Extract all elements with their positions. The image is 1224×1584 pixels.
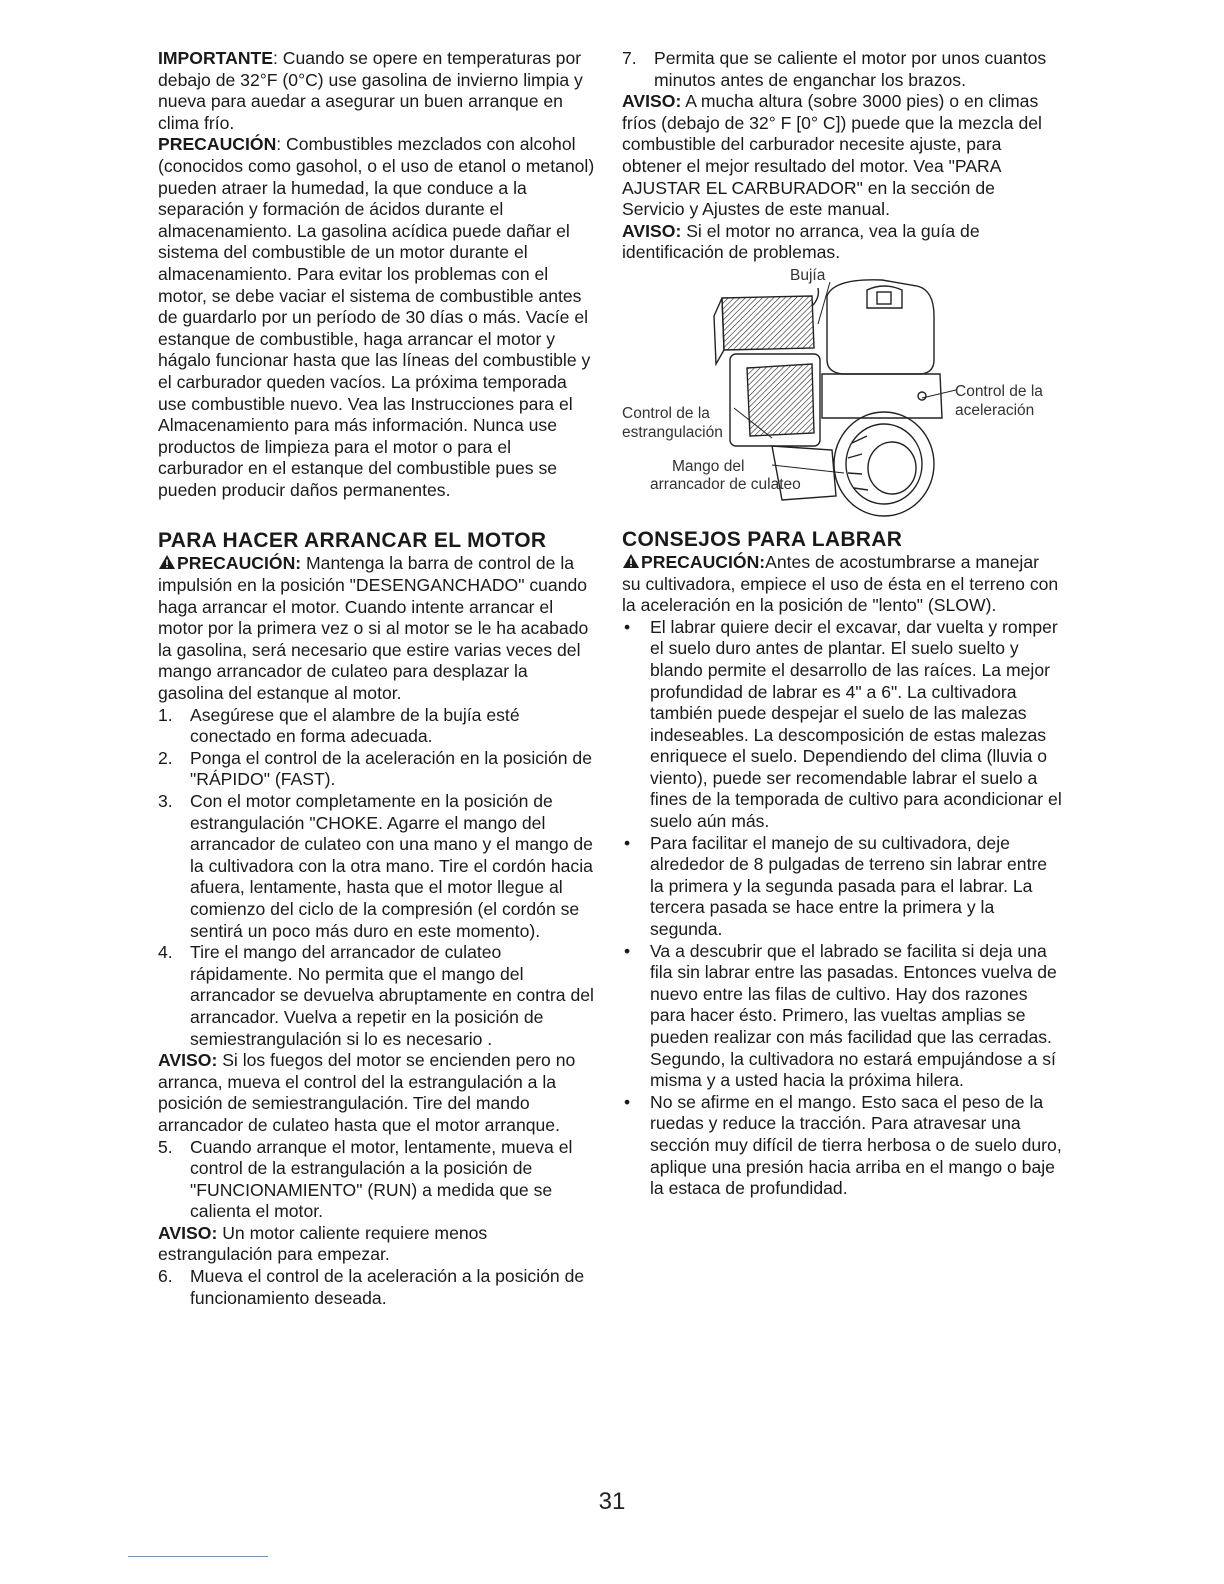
- step-text: Ponga el control de la aceleración en la posición de "RÁPIDO" (FAST).: [190, 747, 592, 790]
- aviso-text: Si el motor no arranca, vea la guía de identificación de problemas.: [622, 220, 980, 263]
- step-number: 6.: [158, 1266, 173, 1287]
- list-item: [622, 833, 1062, 941]
- bullet-text: Para facilitar el manejo de su cultivadora, deje alrededor de 8 pulgadas de terreno sin labrar entre la primera y la segunda pasada para el labrar. La tercera pasada se hace entre la primera y la segunda.: [650, 832, 1048, 940]
- aviso-text: Un motor caliente requiere menos estrangulación para empezar.: [158, 1222, 488, 1265]
- list-item: [158, 1266, 596, 1309]
- left-column: [158, 48, 596, 1309]
- list-item: [622, 941, 1062, 1092]
- list-item: [158, 1137, 596, 1223]
- bullet-text: El labrar quiere decir el excavar, dar vuelta y romper el suelo duro antes de plantar. El suelo suelto y blando permite el desarrollo de las raíces. La mejor profundidad de labrar es 4" a 6". La cultivadora también puede despejar el suelo de las malezas indeseables. La descomposición de estas malezas enriquece el suelo. Dependiendo del clima (lluvia o viento), puede ser recomendable labrar el suelo a fines de la temporada de cultivo para acondicionar el suelo aún más.: [650, 616, 1062, 832]
- warning-icon: [622, 553, 640, 569]
- importante-paragraph: [158, 48, 596, 134]
- caution-paragraph: [158, 553, 596, 704]
- step-number: 2.: [158, 747, 173, 768]
- caution-label: PRECAUCIÓN:: [641, 551, 766, 572]
- aviso-label: AVISO:: [158, 1050, 218, 1071]
- precaucion-text: : Combustibles mezclados con alcohol (conocidos como gasohol, o el uso de etanol o metanol) pueden atraer la humedad, la que conduce a la separación y formación de ácidos durante el almacenamiento. La gasolina acídica puede dañar el sistema del combustible de un motor durante el almacenamiento. Para evitar los problemas con el motor, se debe vaciar el sistema de combustible antes de guardarlo por un período de 30 días o más. Vacíe el estanque de combustible, haga arrancar el motor y hágalo funcionar hasta que las líneas del combustible y el carburador queden vacíos. La próxima temporada use combustible nuevo. Vea las Instrucciones para el Almacenamiento para más información. Nunca use productos de limpieza para el motor o para el carburador en el estanque del combustible pues se pueden producir daños permanentes.: [158, 134, 595, 500]
- bullet-dot: •: [624, 940, 631, 961]
- footer-rule: [128, 1556, 268, 1557]
- caution-text: Mantenga la barra de control de la impulsión en la posición "DESENGANCHADO" cuando haga arrancar el motor. Cuando intente arrancar el motor por la primera vez o si al motor se le ha acabado la gasolina, será necesario que estire varias veces del mango arrancador de culateo para desplazar la gasolina del estanque al motor.: [158, 553, 589, 704]
- caution-text: Antes de acostumbrarse a manejar su cultivadora, empiece el uso de ésta en el terreno con la aceleración en la posición de "lento" (SLOW).: [622, 551, 1059, 616]
- bullet-dot: •: [624, 1091, 631, 1112]
- list-item: [158, 705, 596, 748]
- label-estrangulacion-2: estrangulación: [622, 423, 723, 441]
- aviso-paragraph: [158, 1223, 596, 1266]
- aviso-label: AVISO:: [158, 1222, 218, 1243]
- bullet-dot: •: [624, 616, 631, 637]
- step-number: 5.: [158, 1136, 173, 1157]
- warning-icon: [158, 554, 176, 570]
- step-number: 7.: [622, 48, 637, 68]
- section-heading-labrar: CONSEJOS PARA LABRAR: [622, 527, 903, 551]
- step-number: 1.: [158, 704, 173, 725]
- page-number: 31: [598, 1488, 626, 1515]
- aviso-label: AVISO:: [622, 220, 682, 241]
- step-text: Asegúrese que el alambre de la bujía esté conectado en forma adecuada.: [190, 704, 520, 747]
- right-column: [622, 48, 1062, 1200]
- aviso-text: Si los fuegos del motor se encienden pero no arranca, mueva el control del la estrangulación a la posición de semiestrangulación. Tire del mando arrancador de culateo hasta que el motor arranque.: [158, 1050, 576, 1135]
- label-bujia: Bujía: [790, 266, 826, 284]
- step-text: Con el motor completamente en la posición de estrangulación "CHOKE. Agarre el mango del arrancador de culateo con una mano y el mango de la cultivadora con la otra mano. Tire el cordón hacia afuera, lentamente, hasta que el motor llegue al comienzo del ciclo de la compresión (el cordón se sentirá un poco más duro en este momento).: [190, 791, 593, 941]
- label-aceleracion-1: Control de la: [955, 382, 1043, 400]
- aviso-paragraph: [622, 91, 1062, 221]
- list-item: [622, 617, 1062, 833]
- bullet-dot: •: [624, 832, 631, 853]
- step-number: 4.: [158, 942, 173, 963]
- list-item: [158, 748, 596, 791]
- step-text: Permita que se caliente el motor por unos cuantos minutos antes de enganchar los brazos.: [654, 48, 1047, 90]
- importante-text: : Cuando se opere en temperaturas por debajo de 32°F (0°C) use gasolina de invierno limpia y nueva para auedar a asegurar un buen arranque en clima frío.: [158, 48, 583, 133]
- list-item: [158, 942, 596, 1050]
- precaucion-paragraph: [158, 134, 596, 501]
- precaucion-label: PRECAUCIÓN: [158, 134, 277, 155]
- label-estrangulacion-1: Control de la: [622, 404, 710, 422]
- aviso-label: AVISO:: [622, 91, 682, 112]
- step-text: Cuando arranque el motor, lentamente, mueva el control de la estrangulación a la posición de "FUNCIONAMIENTO" (RUN) a medida que se calienta el motor.: [190, 1136, 573, 1222]
- caution-paragraph: [622, 552, 1062, 617]
- list-item: [622, 1092, 1062, 1200]
- step-number: 3.: [158, 791, 173, 811]
- aviso-paragraph: [158, 1050, 596, 1136]
- label-mango-2: arrancador de culateo: [650, 475, 801, 493]
- list-item: [158, 791, 596, 942]
- bullet-text: Va a descubrir que el labrado se facilita si deja una fila sin labrar entre las pasadas. Entonces vuelva de nuevo entre las filas de cultivo. Hay dos razones para hacer ésto. Primero, las vueltas amplias se pueden realizar con más facilidad que las cerradas. Segundo, la cultivadora no estará empujándose a sí misma y a usted hacia la próxima hilera.: [650, 940, 1057, 1091]
- aviso-paragraph: [622, 221, 1062, 264]
- label-mango-1: Mango del: [672, 457, 745, 475]
- step-text: Mueva el control de la aceleración a la posición de funcionamiento deseada.: [190, 1266, 585, 1308]
- caution-label: PRECAUCIÓN:: [177, 553, 302, 574]
- step-text: Tire el mango del arrancador de culateo rápidamente. No permita que el mango del arrancador se devuelva abruptamente en contra del arrancador. Vuelva a repetir en la posición de semiestrangulación si lo es necesario .: [190, 942, 594, 1049]
- engine-figure: [622, 268, 1062, 518]
- label-aceleracion-2: aceleración: [955, 401, 1035, 419]
- bullet-text: No se afirme en el mango. Esto saca el peso de la ruedas y reduce la tracción. Para atravesar una sección muy difícil de tierra herbosa o de suelo duro, aplique una presión hacia arriba en el mango o baje la estaca de profundidad.: [650, 1091, 1062, 1199]
- aviso-text: A mucha altura (sobre 3000 pies) o en climas fríos (debajo de 32° F [0° C]) puede que la mezcla del combustible del carburador necesite ajuste, para obtener el mejor resultado del motor. Vea "PARA AJUSTAR EL CARBURADOR" en la sección de Servicio y Ajustes de este manual.: [622, 91, 1042, 220]
- importante-label: IMPORTANTE: [158, 48, 274, 68]
- section-heading-arrancar: PARA HACER ARRANCAR EL MOTOR: [158, 529, 547, 553]
- list-item: [622, 48, 1062, 91]
